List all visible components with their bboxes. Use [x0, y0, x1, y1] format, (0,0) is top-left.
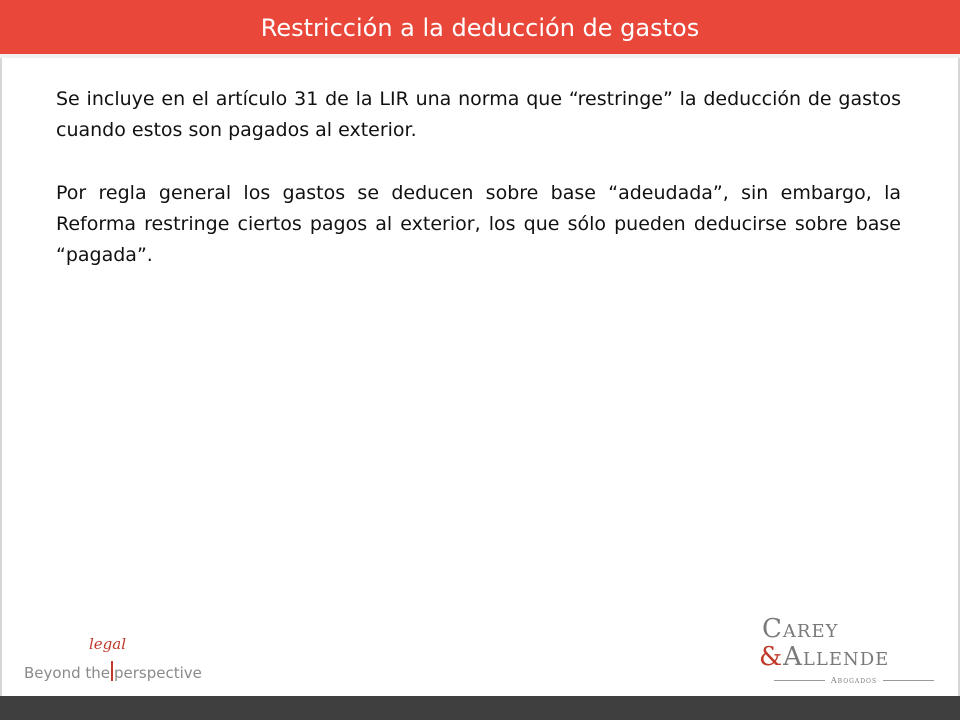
logo-ampersand: &	[759, 642, 784, 672]
slide-title: Restricción a la deducción de gastos	[260, 14, 700, 42]
logo-red-bar	[111, 661, 113, 681]
paragraph-2: Por regla general los gastos se deducen sobre base “adeudada”, sin embargo, la Reforma restringe ciertos pagos al exterior, los que sólo pueden deducirse sobre base “pagada”.	[56, 182, 901, 266]
logo-tagline-end: perspective	[114, 664, 202, 682]
logo-allende: Allende	[783, 642, 890, 672]
logo-allende-line	[759, 642, 889, 672]
paragraph-1: Se incluye en el artículo 31 de la LIR una norma que “restringe” la deducción de gastos cuando estos son pagados al exterior.	[56, 88, 901, 141]
left-border	[0, 58, 2, 696]
logo-abogados: Abogados	[830, 675, 878, 685]
beyond-the-legal-perspective-logo	[24, 635, 204, 690]
logo-rule-left	[774, 680, 825, 681]
carey-allende-logo	[756, 614, 942, 684]
logo-carey: Carey	[762, 614, 839, 644]
logo-tagline-start: Beyond the	[24, 664, 110, 682]
logo-rule-right	[883, 680, 934, 681]
slide-body	[56, 84, 901, 303]
logo-legal-word: legal	[89, 635, 127, 653]
title-bar	[0, 0, 960, 58]
logo-tagline	[24, 661, 202, 682]
logo-abogados-row	[774, 674, 934, 686]
footer-bar	[0, 696, 960, 720]
